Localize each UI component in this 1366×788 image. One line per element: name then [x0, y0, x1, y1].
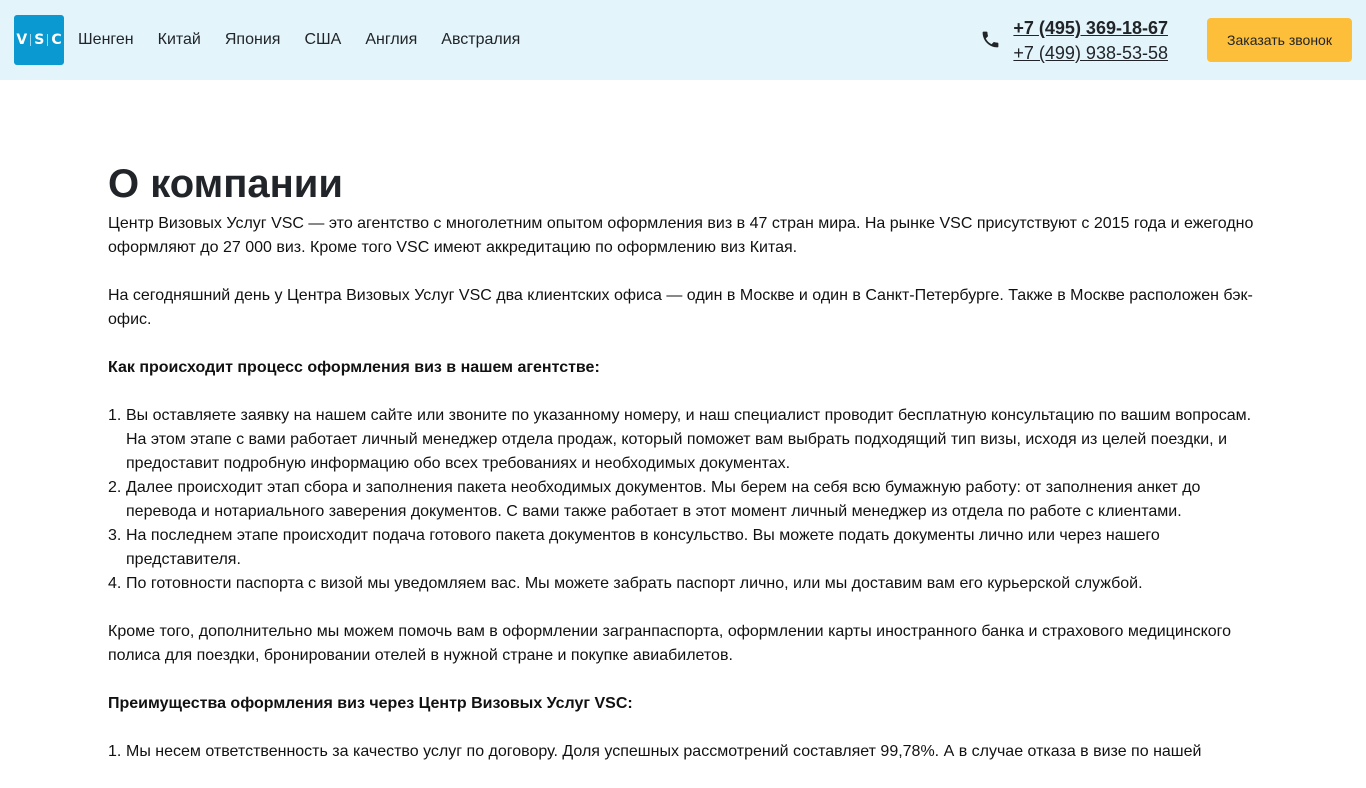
intro-paragraph: Центр Визовых Услуг VSC — это агентство с многолетним опытом оформления виз в 47 стран мира. На рынке VSC присутствуют с 2015 года и ежегодно оформляют до 27 000 виз. Кроме того VSC имеют аккредитацию по оформлению виз Китая.	[108, 215, 1254, 256]
phone-link-secondary[interactable]: +7 (499) 938-53-58	[1013, 43, 1168, 63]
request-call-button[interactable]: Заказать звонок	[1207, 18, 1352, 62]
nav-item-usa[interactable]: США	[304, 31, 342, 48]
main-content	[108, 160, 1258, 788]
logo-divider	[30, 34, 31, 46]
extra-services-paragraph: Кроме того, дополнительно мы можем помочь вам в оформлении загранпаспорта, оформлении карты иностранного банка и страхового медицинского полиса для поездки, бронировании отелей в нужной стране и покупке авиабилетов.	[108, 623, 1232, 664]
phone-icon	[980, 29, 1001, 50]
nav-item-schengen[interactable]: Шенген	[78, 31, 134, 48]
logo-letter-s: S	[34, 32, 45, 48]
nav-item-japan[interactable]: Япония	[224, 31, 281, 48]
offices-paragraph: На сегодняшний день у Центра Визовых Услуг VSC два клиентских офиса — один в Москве и один в Санкт-Петербурге. Также в Москве расположен бэк-офис.	[108, 287, 1253, 328]
list-item: 3. На последнем этапе происходит подача готового пакета документов в консульство. Вы можете подать документы лично или через нашего представителя.	[108, 527, 1160, 568]
nav-item-australia[interactable]: Австралия	[441, 31, 521, 48]
logo-letter-v: V	[16, 32, 28, 48]
logo-letter-c: C	[51, 32, 62, 48]
nav-item-china[interactable]: Китай	[157, 31, 201, 48]
process-steps-list	[108, 404, 1258, 596]
phone-numbers	[1013, 16, 1173, 66]
list-item: 1. Вы оставляете заявку на нашем сайте или звоните по указанному номеру, и наш специалист проводит бесплатную консультацию по вашим вопросам. На этом этапе с вами работает личный менеджер отдела продаж, который поможет вам выбрать подходящий тип визы, исходя из целей поездки, и предоставит подробную информацию обо всех требованиях и необходимых документах.	[108, 407, 1252, 472]
list-item: 1. Мы несем ответственность за качество услуг по договору. Доля успешных рассмотрений составляет 99,78%. А в случае отказа в визе по нашей	[108, 743, 1202, 760]
list-item: 4. По готовности паспорта с визой мы уведомляем вас. Мы можете забрать паспорт лично, или мы доставим вам его курьерской службой.	[108, 575, 1143, 592]
list-item: 2. Далее происходит этап сбора и заполнения пакета необходимых документов. Мы берем на себя всю бумажную работу: от заполнения анкет до перевода и нотариального заверения документов. С вами также работает в этот момент личный менеджер из отдела по работе с клиентами.	[108, 479, 1201, 520]
advantages-list	[108, 740, 1258, 764]
main-nav	[78, 0, 544, 80]
logo-divider	[47, 34, 48, 46]
process-heading: Как происходит процесс оформления виз в нашем агентстве:	[108, 359, 600, 376]
phone-link-primary[interactable]: +7 (495) 369-18-67	[1013, 18, 1168, 38]
site-header	[0, 0, 1366, 80]
page-title: О компании	[108, 162, 343, 206]
vsc-logo[interactable]	[14, 15, 64, 65]
nav-item-england[interactable]: Англия	[365, 31, 418, 48]
advantages-heading: Преимущества оформления виз через Центр Визовых Услуг VSC:	[108, 695, 633, 712]
